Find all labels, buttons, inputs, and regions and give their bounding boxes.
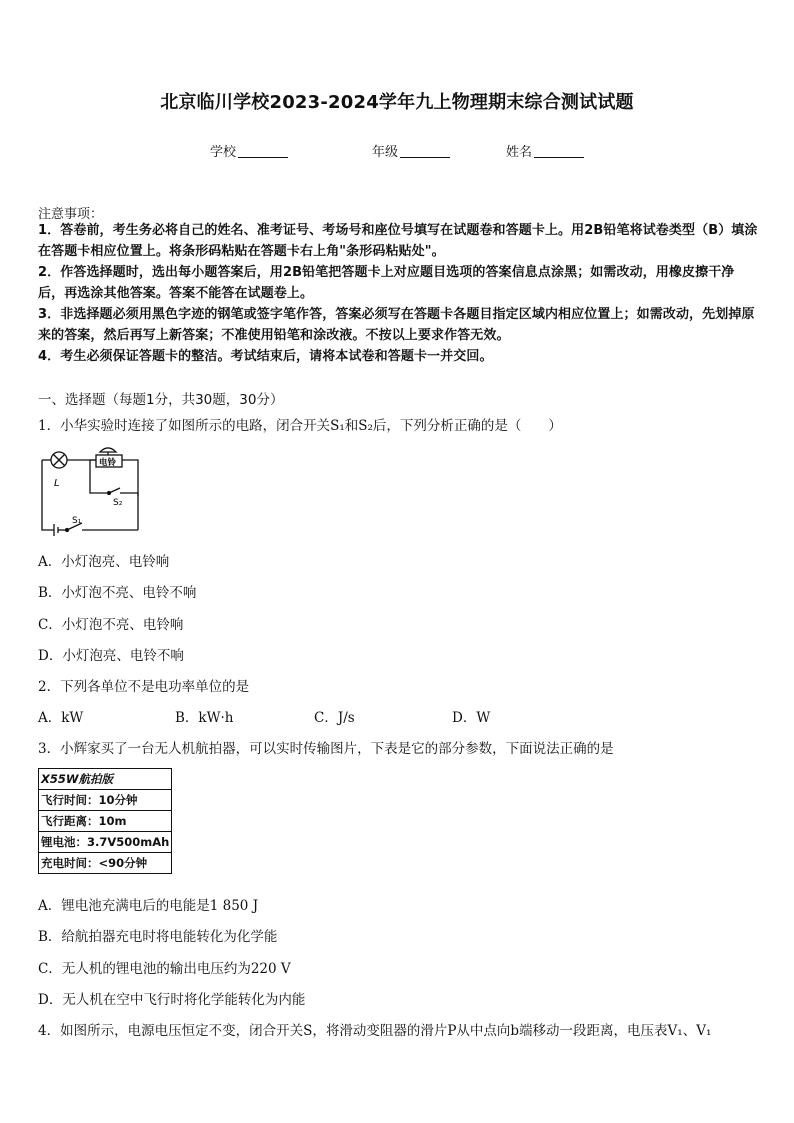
q2-option-b: B．kW·h bbox=[175, 710, 234, 726]
bell-icon bbox=[100, 448, 116, 452]
grade-field bbox=[372, 141, 450, 160]
school-blank bbox=[238, 145, 288, 158]
name-label: 姓名 bbox=[506, 145, 533, 160]
grade-blank bbox=[400, 145, 450, 158]
q3-option-a: A．锂电池充满电后的电能是1 850 J bbox=[38, 898, 259, 914]
q1-option-a: A．小灯泡亮、电铃响 bbox=[38, 554, 170, 570]
note-item: 2．作答选择题时，选出每小题答案后，用2B铅笔把答题卡上对应题目选项的答案信息点涂黑；如需改动，用橡皮擦干净后，再选涂其他答案。答案不能答在试题卷上。 bbox=[38, 265, 735, 301]
school-label: 学校 bbox=[210, 145, 237, 160]
q2-option-c: C．J/s bbox=[314, 710, 355, 726]
lamp-label: L bbox=[54, 478, 60, 489]
s1-label: S₁ bbox=[72, 516, 82, 526]
table-row bbox=[39, 853, 172, 874]
switch-s2-icon bbox=[109, 488, 120, 493]
table-row bbox=[39, 811, 172, 832]
q1-option-c: C．小灯泡不亮、电铃响 bbox=[38, 617, 184, 633]
question-2-stem: 2．下列各单位不是电功率单位的是 bbox=[38, 679, 250, 695]
school-field bbox=[210, 141, 288, 160]
note-item: 4．考生必须保证答题卡的整洁。考试结束后，请将本试卷和答题卡一并交回。 bbox=[38, 349, 493, 364]
page-title: 北京临川学校2023-2024学年九上物理期末综合测试试题 bbox=[160, 92, 634, 113]
question-4-stem: 4．如图所示，电源电压恒定不变，闭合开关S，将滑动变阻器的滑片P从中点向b端移动一段距离，电压表V₁、V₁ bbox=[38, 1023, 712, 1039]
q2-option-d: D．W bbox=[452, 710, 491, 726]
bell-label: 电铃 bbox=[99, 458, 117, 468]
q1-option-b: B．小灯泡不亮、电铃不响 bbox=[38, 585, 197, 601]
name-field bbox=[506, 141, 584, 160]
grade-label: 年级 bbox=[372, 145, 399, 160]
table-row bbox=[39, 832, 172, 853]
table-cell: 充电时间：<90分钟 bbox=[39, 853, 172, 874]
section-heading: 一、选择题（每题1分，共30题，30分） bbox=[38, 392, 284, 408]
table-cell: 飞行距离：10m bbox=[39, 811, 172, 832]
note-item: 1．答卷前，考生务必将自己的姓名、准考证号、考场号和座位号填写在试题卷和答题卡上。用2B铅笔将试卷类型（B）填涂在答题卡相应位置上。将条形码粘贴在答题卡右上角"条形码粘贴处"。 bbox=[38, 223, 758, 259]
s2-label: S₂ bbox=[113, 498, 123, 508]
table-cell: X55W航拍版 bbox=[39, 769, 172, 790]
q2-option-a: A．kW bbox=[38, 710, 84, 726]
q1-circuit-diagram bbox=[38, 446, 148, 538]
q3-option-c: C．无人机的锂电池的输出电压约为220 V bbox=[38, 961, 291, 977]
question-1-stem: 1．小华实验时连接了如图所示的电路，闭合开关S₁和S₂后，下列分析正确的是（ ） bbox=[38, 418, 562, 434]
q1-option-d: D．小灯泡亮、电铃不响 bbox=[38, 648, 184, 664]
table-cell: 锂电池：3.7V500mAh bbox=[39, 832, 172, 853]
notes-heading: 注意事项： bbox=[38, 207, 104, 222]
q3-spec-table bbox=[38, 768, 172, 874]
name-blank bbox=[534, 145, 584, 158]
q3-option-b: B．给航拍器充电时将电能转化为化学能 bbox=[38, 929, 278, 945]
question-3-stem: 3．小辉家买了一台无人机航拍器，可以实时传输图片，下表是它的部分参数，下面说法正确的是 bbox=[38, 741, 614, 757]
table-row bbox=[39, 790, 172, 811]
table-cell: 飞行时间：10分钟 bbox=[39, 790, 172, 811]
note-item: 3．非选择题必须用黑色字迹的钢笔或签字笔作答，答案必须写在答题卡各题目指定区域内相应位置上；如需改动，先划掉原来的答案，然后再写上新答案；不准使用铅笔和涂改液。不按以上要求作答无效。 bbox=[38, 307, 755, 343]
table-row bbox=[39, 769, 172, 790]
q3-option-d: D．无人机在空中飞行时将化学能转化为内能 bbox=[38, 992, 306, 1008]
